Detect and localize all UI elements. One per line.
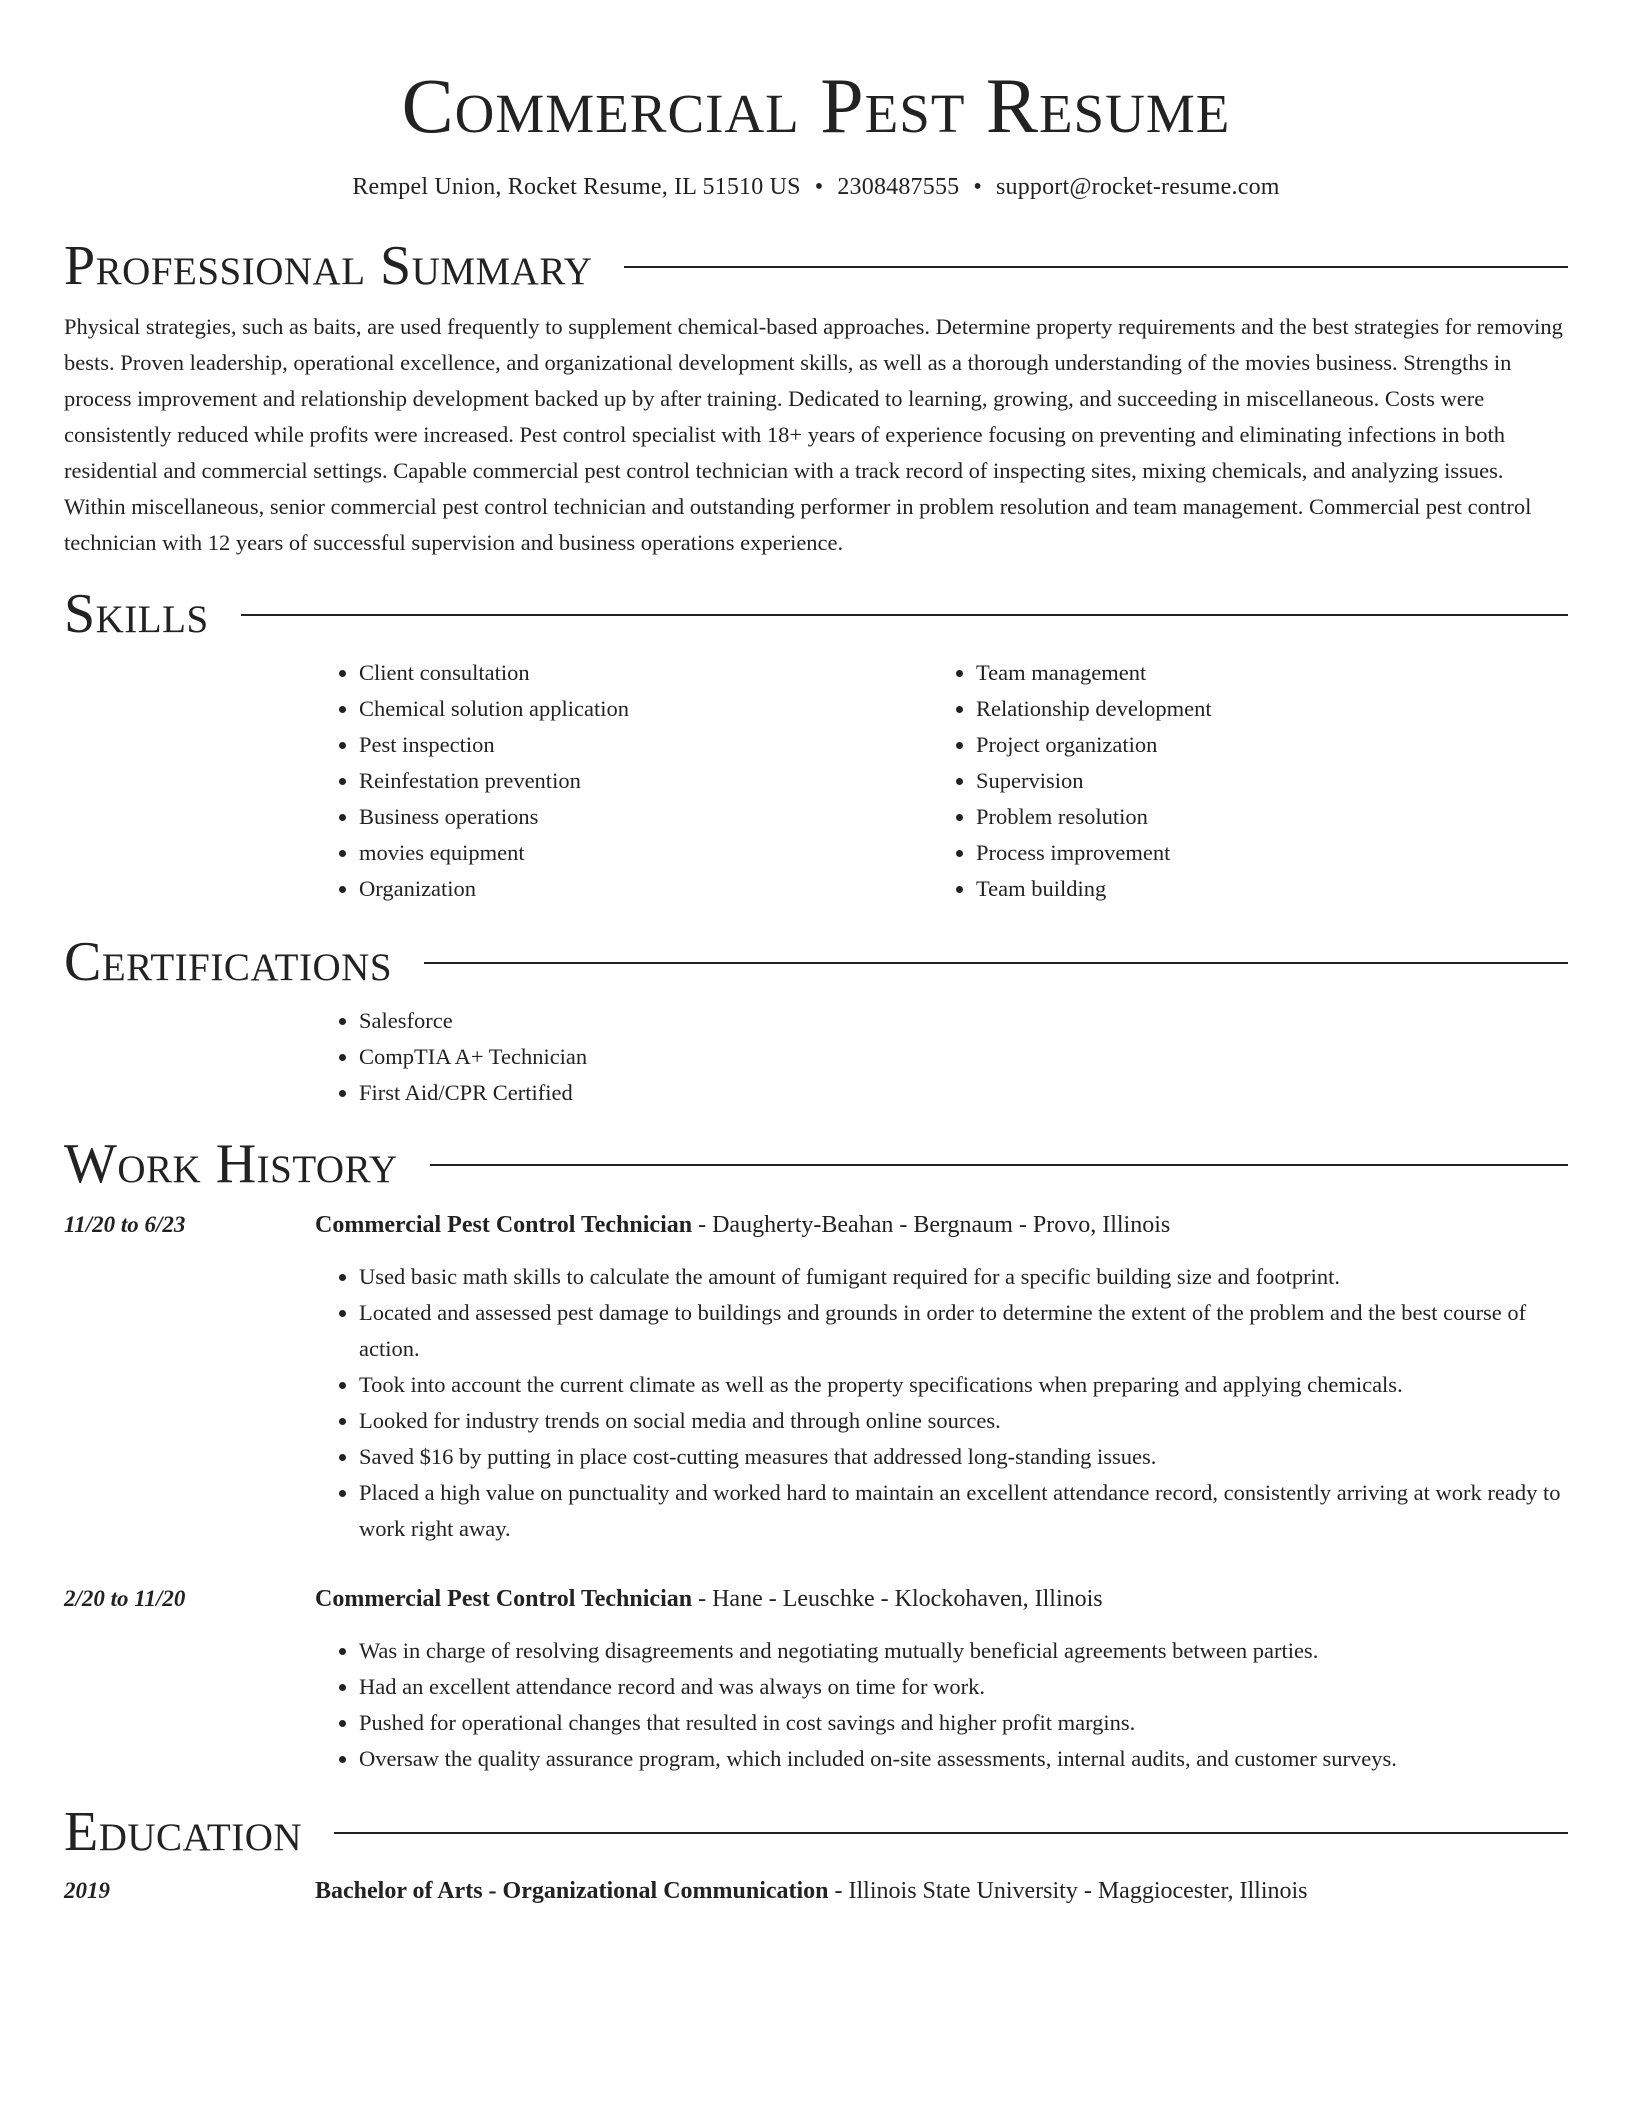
section-title-skills: Skills (64, 583, 209, 645)
certification-item: • CompTIA A+ Technician (359, 1039, 1568, 1075)
skill-item: • Pest inspection (359, 727, 932, 763)
section-title-education: Education (64, 1801, 303, 1863)
section-title-certifications: Certifications (64, 931, 393, 993)
job-bullet: • Had an excellent attendance record and was always on time for work. (359, 1669, 1568, 1705)
certifications-list (315, 1003, 1568, 1111)
section-title-summary: Professional Summary (64, 235, 593, 297)
job-bullet: • Pushed for operational changes that resulted in cost savings and higher profit margins. (359, 1705, 1568, 1741)
skill-item: • Client consultation (359, 655, 932, 691)
skill-item: • Problem resolution (976, 799, 1549, 835)
education-school: - Illinois State University - Maggiocester, Illinois (828, 1878, 1308, 1904)
skill-item: • Organization (359, 871, 932, 907)
job-dates: 2/20 to 11/20 (64, 1586, 186, 1611)
skill-item: • Team management (976, 655, 1549, 691)
skills-column-right (932, 655, 1549, 907)
section-divider (424, 962, 1568, 964)
skill-item: • Team building (976, 871, 1549, 907)
job-body (315, 1581, 1568, 1777)
job-heading (315, 1581, 1568, 1617)
certification-item: • Salesforce (359, 1003, 1568, 1039)
certification-item: • First Aid/CPR Certified (359, 1075, 1568, 1111)
job-employer: - Daugherty-Beahan - Bergnaum - Provo, Illinois (692, 1212, 1171, 1238)
section-divider (241, 614, 1568, 616)
contact-email[interactable]: support@rocket-resume.com (995, 174, 1280, 200)
job-bullet: • Was in charge of resolving disagreements and negotiating mutually beneficial agreements between parties. (359, 1633, 1568, 1669)
education-entry (64, 1873, 1568, 1909)
certifications-section-header (64, 931, 1568, 993)
skill-item: • Process improvement (976, 835, 1549, 871)
job-bullet: • Placed a high value on punctuality and worked hard to maintain an excellent attendance record, consistently arriving at work ready to work right away. (359, 1475, 1568, 1547)
education-section-header (64, 1801, 1568, 1863)
skill-item: • movies equipment (359, 835, 932, 871)
section-divider (334, 1832, 1568, 1834)
skill-item: • Chemical solution application (359, 691, 932, 727)
contact-separator: • (814, 174, 824, 200)
education-heading (315, 1873, 1568, 1909)
education-body (315, 1873, 1568, 1909)
section-divider (624, 266, 1568, 268)
skill-item: • Reinfestation prevention (359, 763, 932, 799)
job-bullet: • Oversaw the quality assurance program, which included on-site assessments, internal audits, and customer surveys. (359, 1741, 1568, 1777)
skill-item: • Relationship development (976, 691, 1549, 727)
skill-item: • Business operations (359, 799, 932, 835)
job-body (315, 1207, 1568, 1547)
job-role: Commercial Pest Control Technician (315, 1586, 693, 1612)
job-heading (315, 1207, 1568, 1243)
job-entry (64, 1207, 1568, 1547)
work-section-header (64, 1133, 1568, 1195)
skill-item: • Project organization (976, 727, 1549, 763)
resume-title: Commercial Pest Resume (401, 62, 1231, 149)
job-bullets (315, 1633, 1568, 1777)
job-bullets (315, 1259, 1568, 1547)
contact-line (64, 172, 1568, 202)
job-bullet: • Looked for industry trends on social media and through online sources. (359, 1403, 1568, 1439)
job-dates: 11/20 to 6/23 (64, 1212, 186, 1237)
education-degree: Bachelor of Arts - Organizational Communication (315, 1878, 829, 1904)
resume-page (64, 0, 1568, 1909)
job-bullet: • Took into account the current climate as well as the property specifications when preparing and applying chemicals. (359, 1367, 1568, 1403)
contact-separator: • (973, 174, 982, 200)
job-role: Commercial Pest Control Technician (315, 1212, 693, 1238)
skills-list (315, 655, 1568, 907)
section-title-work-history: Work History (64, 1133, 398, 1195)
job-bullet: • Used basic math skills to calculate the amount of fumigant required for a specific building size and footprint. (359, 1259, 1568, 1295)
job-bullet: • Saved $16 by putting in place cost-cutting measures that addressed long-standing issues. (359, 1439, 1568, 1475)
skills-column-left (315, 655, 932, 907)
summary-section-header (64, 235, 1568, 297)
education-year: 2019 (64, 1878, 110, 1903)
job-entry (64, 1581, 1568, 1777)
contact-address: Rempel Union, Rocket Resume, IL 51510 US (352, 174, 801, 200)
job-employer: - Hane - Leuschke - Klockohaven, Illinois (692, 1586, 1103, 1612)
skills-section-header (64, 583, 1568, 645)
section-divider (430, 1164, 1568, 1166)
contact-phone: 2308487555 (837, 174, 960, 200)
job-bullet: • Located and assessed pest damage to buildings and grounds in order to determine the extent of the problem and the best course of action. (359, 1295, 1568, 1367)
summary-text: Physical strategies, such as baits, are used frequently to supplement chemical-based approaches. Determine property requirements and the best strategies for removing bests. Proven leadership, operational excellence, and organizational development skills, as well as a thorough understanding of the movies business. Strengths in process improvement and relationship development backed up by after training. Dedicated to learning, growing, and succeeding in miscellaneous. Costs were consistently reduced while profits were increased. Pest control specialist with 18+ years of experience focusing on preventing and eliminating infections in both residential and commercial settings. Capable commercial pest control technician with a track record of inspecting sites, mixing chemicals, and analyzing issues. Within miscellaneous, senior commercial pest control technician and outstanding performer in problem resolution and team management. Commercial pest control technician with 12 years of successful supervision and business operations experience. (64, 314, 1563, 555)
skill-item: • Supervision (976, 763, 1549, 799)
